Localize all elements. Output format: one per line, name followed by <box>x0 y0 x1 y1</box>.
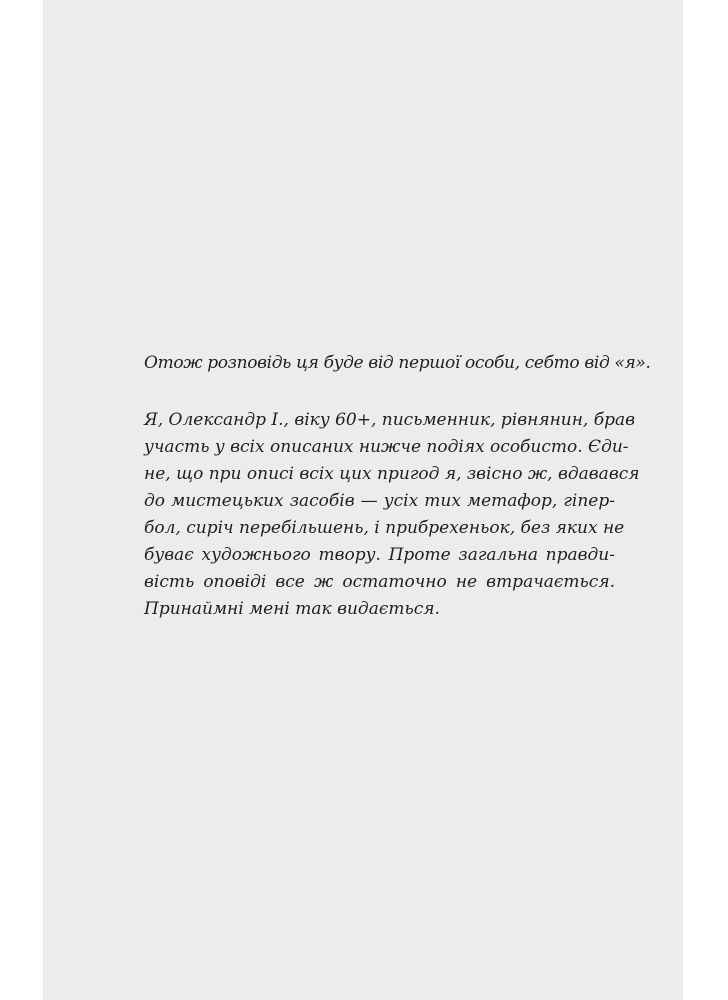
paragraph-line: бол, сиріч перебільшень, і прибрехеньок, без яких не <box>144 518 625 538</box>
paragraph-line: Я, Олександр І., віку 60+, письменник, рівнянин, брав <box>144 410 636 430</box>
epigraph-line: Отож розповідь ця буде від першої особи, себто від «я». <box>144 353 651 373</box>
paragraph-line: до мистецьких засобів — усіх тих метафор, гіпер- <box>144 491 615 511</box>
paragraph-line: не, що при описі всіх цих пригод я, звісно ж, вдавався <box>144 464 640 484</box>
page-text <box>144 349 651 623</box>
paragraph-line: буває художнього твору. Проте загальна правди- <box>144 545 615 565</box>
paragraph-line: Принаймні мені так видається. <box>144 599 440 619</box>
paragraph-line: участь у всіх описаних нижче подіях особисто. Єди- <box>144 437 629 457</box>
paragraph-line: вість оповіді все ж остаточно не втрачається. <box>144 572 615 592</box>
book-page <box>43 0 683 1000</box>
body-paragraph <box>144 407 640 623</box>
